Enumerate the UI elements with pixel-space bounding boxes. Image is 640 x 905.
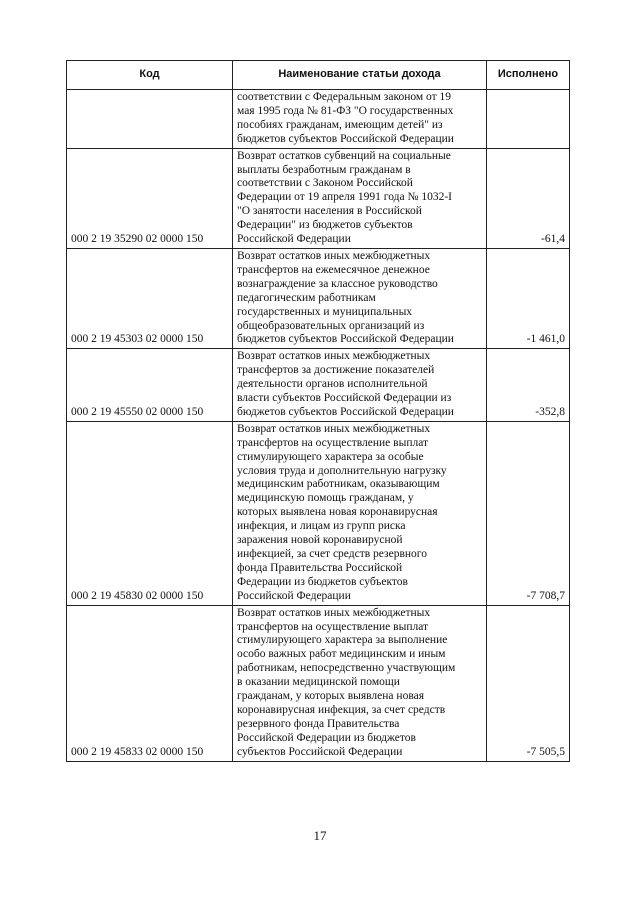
income-code: 000 2 19 35290 02 0000 150: [67, 148, 233, 248]
table-row: [67, 421, 570, 605]
page-number: 17: [313, 828, 327, 843]
column-header-name: Наименование статьи дохода: [233, 61, 487, 90]
income-name: Возврат остатков иных межбюджетных трансфертов на ежемесячное денежное вознаграждение за классное руководство педагогическим работникам государственных и муниципальных общеобразовательных организаций из бюджетов субъектов Российской Федерации: [233, 248, 487, 348]
income-name: Возврат остатков иных межбюджетных трансфертов на осуществление выплат стимулирующего характера за выполнение особо важных работ медицинским и иным работникам, непосредственно участвующим в оказании медицинской помощи гражданам, у которых выявлена новая коронавирусная инфекция, за счет средств резервного фонда Правительства Российской Федерации из бюджетов субъектов Российской Федерации: [233, 605, 487, 761]
column-header-executed: Исполнено: [487, 61, 570, 90]
executed-amount: -7 505,5: [487, 605, 570, 761]
column-header-code: Код: [67, 61, 233, 90]
income-name: Возврат остатков иных межбюджетных трансфертов на осуществление выплат стимулирующего характера за особые условия труда и дополнительную нагрузку медицинским работникам, оказывающим медицинскую помощь гражданам, у которых выявлена новая коронавирусная инфекция, и лицам из групп риска заражения новой коронавирусной инфекцией, за счет средств резервного фонда Правительства Российской Федерации из бюджетов субъектов Российской Федерации: [233, 421, 487, 605]
income-name: Возврат остатков иных межбюджетных трансфертов за достижение показателей деятельности органов исполнительной власти субъектов Российской Федерации из бюджетов субъектов Российской Федерации: [233, 349, 487, 422]
executed-amount: -352,8: [487, 349, 570, 422]
income-code: 000 2 19 45830 02 0000 150: [67, 421, 233, 605]
income-name: Возврат остатков субвенций на социальные выплаты безработным гражданам в соответствии с Законом Российской Федерации от 19 апреля 1991 года № 1032-I "О занятости населения в Российской Федерации" из бюджетов субъектов Российской Федерации: [233, 148, 487, 248]
income-code: [67, 90, 233, 149]
table-row: [67, 248, 570, 348]
executed-amount: -61,4: [487, 148, 570, 248]
table-header-row: [67, 61, 570, 90]
income-name: соответствии с Федеральным законом от 19 мая 1995 года № 81-ФЗ "О государственных пособиях гражданам, имеющим детей" из бюджетов субъектов Российской Федерации: [233, 90, 487, 149]
income-table: [66, 60, 570, 762]
executed-amount: -1 461,0: [487, 248, 570, 348]
table-row: [67, 148, 570, 248]
table-row: [67, 605, 570, 761]
income-code: 000 2 19 45550 02 0000 150: [67, 349, 233, 422]
income-code: 000 2 19 45833 02 0000 150: [67, 605, 233, 761]
income-code: 000 2 19 45303 02 0000 150: [67, 248, 233, 348]
table-row: [67, 349, 570, 422]
table-row: [67, 90, 570, 149]
executed-amount: [487, 90, 570, 149]
executed-amount: -7 708,7: [487, 421, 570, 605]
